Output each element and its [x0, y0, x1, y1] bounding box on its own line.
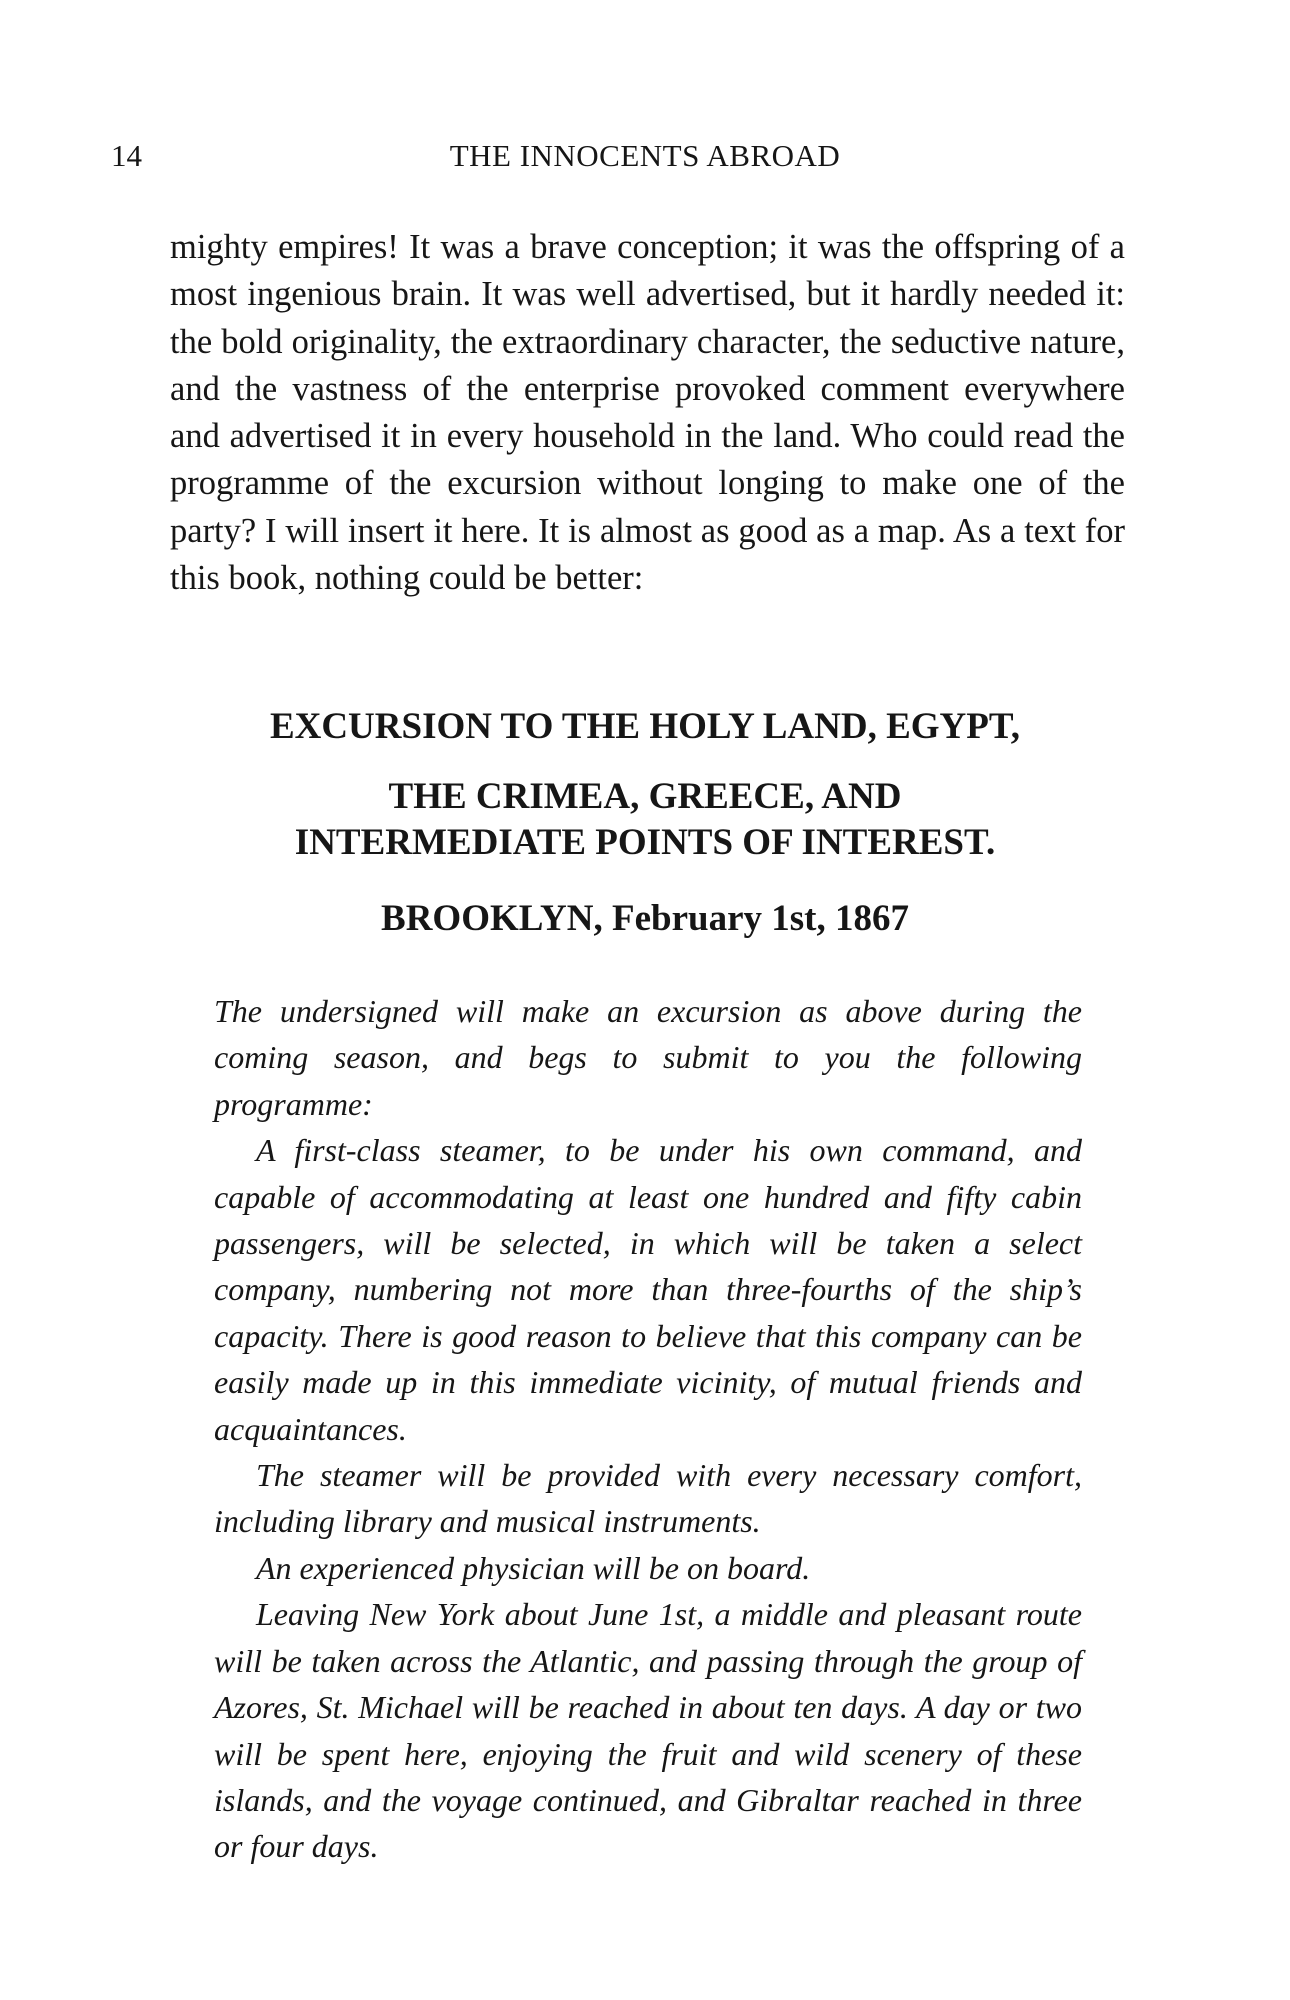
programme-paragraph: The steamer will be provided with every necessary comfort, including library and musical instruments. — [214, 1457, 1082, 1540]
programme-text — [214, 988, 1082, 1870]
running-title: THE INNOCENTS ABROAD — [449, 138, 841, 173]
announcement-title-line-1: EXCURSION TO THE HOLY LAND, EGYPT, — [269, 706, 1021, 747]
programme-paragraph: Leaving New York about June 1st, a middle and pleasant route will be taken across the Atlantic, and passing through the group of Azores, St. Michael will be reached in about ten days. A day or two will be spent here, enjoying the fruit and wild scenery of these islands, and the voyage continued, and Gibraltar reached in three or four days. — [214, 1596, 1082, 1865]
intro-paragraph: mighty empires! It was a brave conception; it was the offspring of a most ingenious brain. It was well advertised, but it hardly needed it: the bold originality, the extraordinary character, the seductive nature, and the vastness of the enterprise provoked comment everywhere and advertised it in every household in the land. Who could read the programme of the excursion without longing to make one of the party? I will insert it here. It is almost as good as a map. As a text for this book, nothing could be better: — [170, 228, 1125, 598]
running-head — [0, 136, 1290, 176]
announcement-title-line-3: INTERMEDIATE POINTS OF INTEREST. — [294, 822, 996, 863]
programme-paragraph: An experienced physician will be on board. — [256, 1549, 811, 1586]
announcement-dateline: BROOKLYN, February 1st, 1867 — [381, 898, 909, 939]
announcement-title-line-2: THE CRIMEA, GREECE, AND — [388, 776, 902, 817]
programme-paragraph: The undersigned will make an excursion as above during the coming season, and begs to submit to you the following programme: — [214, 993, 1082, 1122]
page-number: 14 — [111, 138, 142, 173]
programme-paragraph: A first-class steamer, to be under his own command, and capable of accommodating at least one hundred and fifty cabin passengers, will be selected, in which will be taken a select company, numbering not more than three-fourths of the ship’s capacity. There is good reason to believe that this company can be easily made up in this immediate vicinity, of mutual friends and acquaintances. — [214, 1132, 1082, 1447]
